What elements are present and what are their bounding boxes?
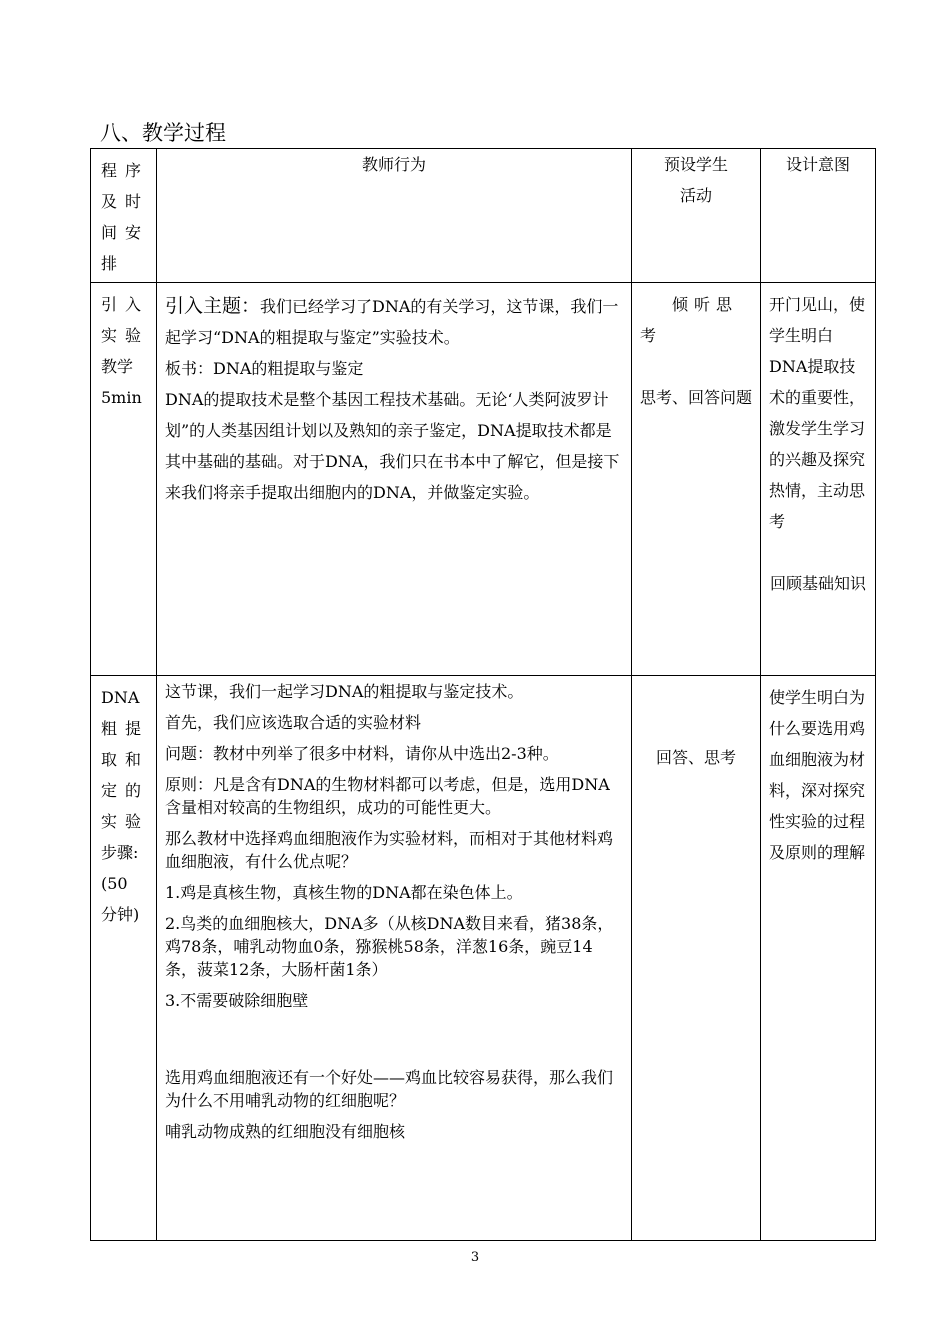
header-program: 程序及时间安排 [91,149,157,283]
table-header-row [91,149,876,283]
teacher-paragraph: 这节课，我们一起学习DNA的粗提取与鉴定技术。 [165,682,524,701]
program-line: (50 [101,874,128,893]
teacher-paragraph: 那么教材中选择鸡血细胞液作为实验材料，而相对于其他材料鸡血细胞液，有什么优点呢？ [165,829,614,871]
teacher-paragraph: 2.鸟类的血细胞核大，DNA多（从核DNA数目来看，猪38条，鸡78条，哺乳动物血0条，猕猴桃58条，洋葱16条，豌豆14条，菠菜12条，大肠杆菌1条） [165,914,614,979]
teacher-lead: 引入主题： [165,295,261,317]
row1-teacher [157,283,632,676]
header-student-line1: 预设学生 [663,155,728,174]
row1-intent [761,283,876,676]
teacher-paragraph: 原则：凡是含有DNA的生物材料都可以考虑，但是，选用DNA含量相对较高的生物组织，成功的可能性更大。 [165,775,610,817]
teacher-intro-paragraph [165,291,623,353]
program-line: 实验 [101,812,150,831]
program-line: DNA [101,688,140,707]
section-title: 八、教学过程 [100,121,226,145]
program-line: 分钟) [101,905,140,924]
teaching-process-table [90,148,876,1241]
design-intent: 开门见山，使学生明白DNA提取技术的重要性，激发学生学习的兴趣及探究热情，主动思考 [769,295,866,531]
teacher-line: DNA的提取技术是整个基因工程技术基础。无论‘人类阿波罗计划”的人类基因组计划以及熟知的亲子鉴定，DNA提取技术都是其中基础的基础。对于DNA，我们只在书本中了解它，但是接下来我们将亲手提取出细胞内的DNA，并做鉴定实验。 [165,390,620,502]
row2-student [632,676,761,1241]
teacher-paragraph: 哺乳动物成熟的红细胞没有细胞核 [165,1122,406,1141]
program-line: 定的 [101,781,150,800]
page-number: 3 [470,1250,480,1265]
row2-program [91,676,157,1241]
header-intent: 设计意图 [761,149,876,283]
program-line: 取和 [101,750,150,769]
student-activity: 倾听思考 [640,295,739,345]
teacher-paragraph: 3.不需要破除细胞壁 [165,991,309,1010]
teacher-paragraph: 1.鸡是真核生物，真核生物的DNA都在染色体上。 [165,883,523,902]
program-line: 引入 [101,295,150,314]
teacher-paragraph: 选用鸡血细胞液还有一个好处——鸡血比较容易获得，那么我们为什么不用哺乳动物的红细胞呢？ [165,1068,614,1110]
table-row-steps [91,676,876,1241]
design-intent: 使学生明白为什么要选用鸡血细胞液为材料，深对探究性实验的过程及原则的理解 [769,688,866,862]
header-teacher: 教师行为 [157,149,632,283]
teacher-line: 我们已经学习了DNA的有关学习，这节课，我们一起学习“DNA的粗提取与鉴定”实验技术。 [165,297,619,347]
program-line: 粗提 [101,719,150,738]
design-intent: 回顾基础知识 [769,574,866,593]
teacher-paragraph: 问题：教材中列举了很多中材料，请你从中选出2-3种。 [165,744,559,763]
teacher-paragraph: 首先，我们应该选取合适的实验材料 [165,713,422,732]
program-line: 教学 [101,357,134,376]
row2-teacher [157,676,632,1241]
program-line: 实验 [101,326,150,345]
program-line: 5min [101,388,142,407]
student-activity: 回答、思考 [655,748,736,767]
row2-intent [761,676,876,1241]
table-row-intro [91,283,876,676]
teacher-line: 板书：DNA的粗提取与鉴定 [165,359,364,378]
row1-student [632,283,761,676]
student-activity: 思考、回答问题 [640,388,753,407]
header-student [632,149,761,283]
header-student-line2: 活动 [679,186,712,205]
row1-program [91,283,157,676]
program-line: 步骤: [101,843,139,862]
